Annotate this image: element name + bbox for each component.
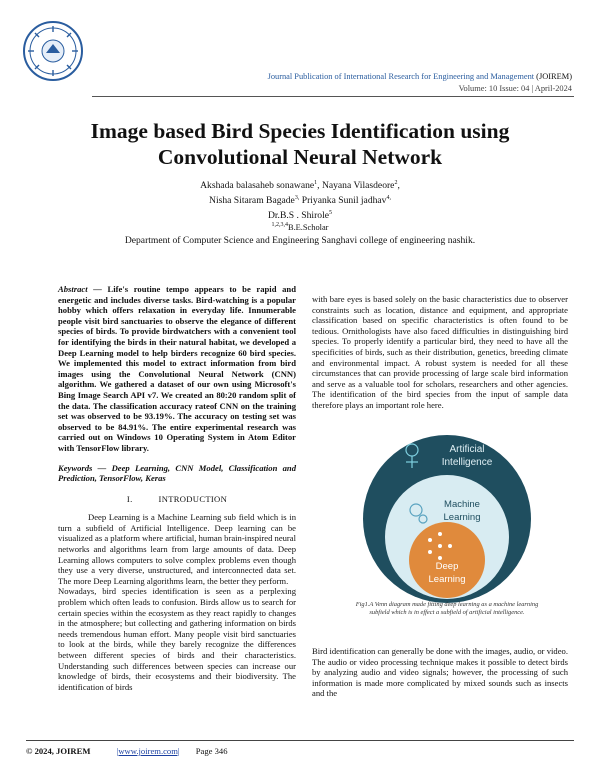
ai-label-1: Artificial bbox=[449, 444, 485, 455]
caption-line-1: Fig1.A Venn diagram made fitting deep learning as a machine learning bbox=[355, 601, 539, 608]
dl-circle bbox=[409, 522, 485, 598]
title-line-2: Convolutional Neural Network bbox=[157, 145, 443, 169]
right-paragraph-1: with bare eyes is based solely on the basic characteristics due to observer constraints such as location, distance and equipment, and appropriate classification based on specific characteristics is often found to be tedious. Ornithologists have also faced difficulties in distinguishing bird species. To properly identify a particular bird, they need to have all the specificities of birds, such as their distribution, genetics, breeding climate and environmental impact. A robust system is needed for all these circumstances that can provide processing of large scale bird information and serve as a valuable tool for scholars, researchers and other agencies. The identification of the bird species from the input of sample data therefore plays an important role here. bbox=[312, 294, 568, 410]
journal-header bbox=[100, 72, 572, 81]
paper-title bbox=[40, 118, 560, 170]
author-line-1: Akshada balasaheb sonawane$^1$, Nayana Vilasdeore$^2$, bbox=[200, 180, 400, 192]
author-role bbox=[40, 222, 560, 232]
right-paragraph-2: Bird identification can generally be done with the images, audio, or video. The audio or video processing technique makes it possible to detect birds by analyzing audio and video signals; however, the processing of such information is made more complicated by mixed sounds such as insects and the bbox=[312, 646, 568, 699]
page-number: Page 346 bbox=[195, 746, 228, 756]
intro-paragraph-1: Deep Learning is a Machine Learning sub field which is in turn a subfield of Artificial Intelligence. Deep learning can be visualized as a platform where artificial, human brain-inspired neural networks and algorithms learn from large amounts of data. Deep Learning allows computers to solve complex problems even though they use a very diverse, unstructured, and interconnected data set. The more Deep Learning algorithms learn, the better they perform. bbox=[58, 512, 296, 586]
author-3: Nisha Sitaram Bagade bbox=[209, 195, 295, 207]
author-5: Dr.B.S . Shirole bbox=[267, 210, 330, 222]
journal-abbr: (JOIREM) bbox=[536, 72, 572, 81]
right-column-bottom bbox=[312, 646, 568, 699]
venn-diagram-figure bbox=[322, 434, 572, 604]
ml-label-1: Machine bbox=[444, 499, 480, 510]
caption-line-2: subfield which is in effect a subfield of artificial intelligence. bbox=[369, 609, 525, 616]
affiliation: Department of Computer Science and Engineering Sanghavi college of engineering nashik. bbox=[124, 235, 476, 246]
ml-label-2: Learning bbox=[443, 512, 481, 523]
author-3-sup: 3, bbox=[294, 195, 300, 201]
keywords bbox=[58, 463, 296, 484]
author-line-2 bbox=[40, 195, 560, 206]
header-divider bbox=[92, 96, 574, 97]
abstract bbox=[58, 284, 296, 454]
section-number: I. bbox=[126, 493, 133, 504]
author-4: Priyanka Sunil jadhav bbox=[301, 195, 387, 207]
dl-label-2: Learning bbox=[428, 574, 466, 585]
author-1: Akshada balasaheb sonawane bbox=[200, 180, 315, 192]
title-line-1: Image based Bird Species Identification using bbox=[90, 119, 510, 143]
abstract-text: Life's routine tempo appears to be rapid and energetic and includes diverse tasks. Bird-watching is a popular hobby which offers relaxation in everyday life. Innumerable people visit bird sanctuaries to observe the elegance of different species of birds. To provide birdwatchers with a convenient tool for identifying the birds in their natural habitat, we developed a Deep Learning model to help birders recognize 60 bird species. We implemented this model to extract information from bird images using the Convolutional Neural Network (CNN) algorithm. We gathered a dataset of our own using Microsoft's Bing Image Search API v7. We created an 80:20 random split of the data. The classification accuracy rateof CNN on the training set was observed to be 93.19%. The accuracy on testing set was observed to be 84.91%. The entire experimental research was carried out on Windows 10 Operating System in Atom Editor with TensorFlow library. bbox=[58, 284, 296, 453]
role-sup: 1,2,3,4 bbox=[271, 222, 288, 228]
role-text: B.E.Scholar bbox=[288, 222, 329, 232]
keywords-text: Deep Learning, CNN Model, Classification and Prediction, TensorFlow, Keras bbox=[58, 462, 297, 484]
figure-caption bbox=[318, 601, 576, 617]
author-1-sup: 1 bbox=[314, 180, 318, 186]
author-4-sup: 4, bbox=[386, 195, 391, 201]
right-column-top bbox=[312, 294, 568, 411]
abstract-label: Abstract — bbox=[58, 284, 102, 294]
copyright: © 2024, JOIREM bbox=[26, 746, 91, 756]
journal-name: Journal Publication of International Research for Engineering and Management bbox=[267, 72, 535, 81]
footer-divider bbox=[26, 740, 574, 741]
dl-label-1: Deep bbox=[435, 561, 459, 572]
author-2: Nayana Vilasdeore bbox=[321, 180, 395, 192]
author-2-sup: 2 bbox=[394, 180, 398, 186]
journal-logo bbox=[22, 20, 84, 82]
left-column bbox=[58, 284, 296, 692]
keywords-label: Keywords — bbox=[58, 462, 107, 473]
intro-paragraph-2: Nowadays, bird species identification is seen as a perplexing problem which often leads to confusion. Birds allow us to search for certain species within the ecosystem as they react rapidly to changes in the atmosphere; but collecting and gathering information on birds needs tremendous human effort. Many people visit bird sanctuaries to look at the birds, while they barely recognize the differences between different species of birds and their characteristics. Understanding such differences between species can increase our knowledge of birds, their ecosystems and their biodiversity. The identification of birds bbox=[58, 586, 296, 692]
author-line-3 bbox=[40, 210, 560, 221]
section-heading bbox=[58, 494, 296, 505]
volume-info: Volume: 10 Issue: 04 | April-2024 bbox=[458, 84, 572, 93]
author-5-sup: 5 bbox=[329, 210, 333, 216]
ai-label-2: Intelligence bbox=[441, 457, 493, 468]
section-title: INTRODUCTION bbox=[158, 493, 228, 504]
website-link[interactable]: |www.joirem.com| bbox=[116, 746, 180, 756]
footer bbox=[26, 746, 228, 756]
